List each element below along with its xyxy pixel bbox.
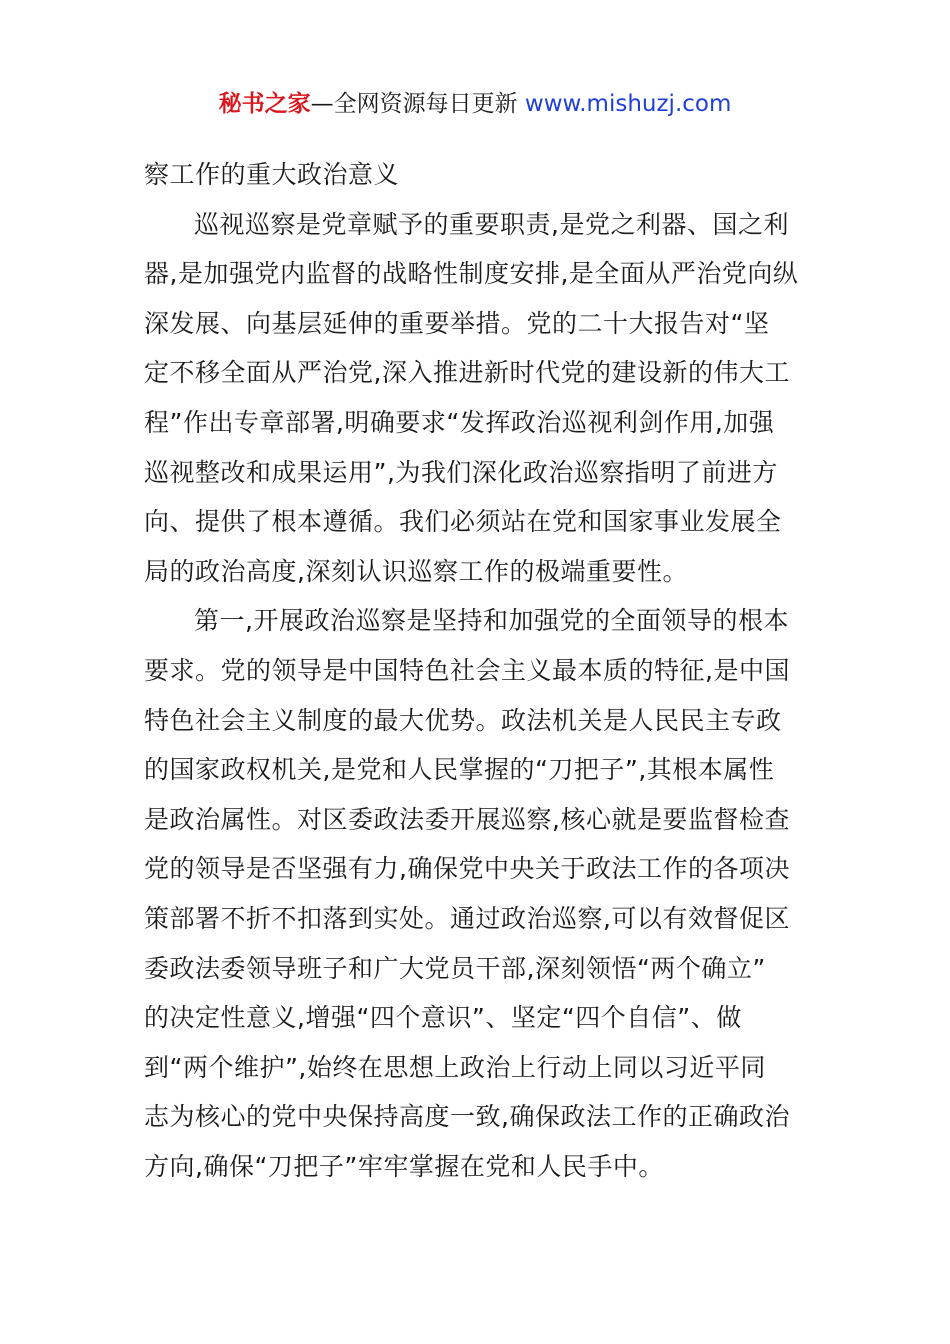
header-dash: —: [310, 91, 334, 117]
text-line: 方向,确保“刀把子”牢牢掌握在党和人民手中。: [144, 1151, 664, 1181]
header-tagline: 全网资源每日更新: [333, 91, 525, 117]
text-line: 程”作出专章部署,明确要求“发挥政治巡视利剑作用,加强: [144, 407, 775, 437]
text-line: 委政法委领导班子和广大党员干部,深刻领悟“两个确立”: [144, 953, 766, 983]
text-line: 器,是加强党内监督的战略性制度安排,是全面从严治党向纵: [144, 259, 799, 289]
text-line: 向、提供了根本遵循。我们必须站在党和国家事业发展全: [144, 507, 782, 537]
text-line: 局的政治高度,深刻认识巡察工作的极端重要性。: [144, 556, 688, 586]
site-url-link[interactable]: www.mishuzj.com: [524, 91, 732, 117]
text-line: 察工作的重大政治意义: [144, 160, 400, 189]
text-line: 的国家政权机关,是党和人民掌握的“刀把子”,其根本属性: [144, 755, 775, 785]
paragraph-start-line: 巡视巡察是党章赋予的重要职责,是党之利器、国之利: [194, 209, 789, 239]
text-line: 定不移全面从严治党,深入推进新时代党的建设新的伟大工: [144, 358, 790, 388]
text-line: 是政治属性。对区委政法委开展巡察,核心就是要监督检查: [144, 804, 790, 834]
text-line: 志为核心的党中央保持高度一致,确保政法工作的正确政治: [144, 1102, 790, 1132]
text-line: 党的领导是否坚强有力,确保党中央关于政法工作的各项决: [144, 854, 790, 884]
text-line: 到“两个维护”,始终在思想上政治上行动上同以习近平同: [144, 1052, 766, 1082]
text-line: 策部署不折不扣落到实处。通过政治巡察,可以有效督促区: [144, 903, 790, 933]
site-header: [0, 86, 950, 122]
document-body: [144, 150, 809, 1191]
text-line: 深发展、向基层延伸的重要举措。党的二十大报告对“坚: [144, 308, 770, 338]
paragraph-start-line: 第一,开展政治巡察是坚持和加强党的全面领导的根本: [194, 606, 789, 636]
text-line: 的决定性意义,增强“四个意识”、坚定“四个自信”、做: [144, 1003, 742, 1033]
text-line: 特色社会主义制度的最大优势。政法机关是人民民主专政: [144, 705, 782, 735]
brand-name: 秘书之家: [218, 91, 311, 117]
text-line: 巡视整改和成果运用”,为我们深化政治巡察指明了前进方: [144, 457, 778, 487]
text-line: 要求。党的领导是中国特色社会主义最本质的特征,是中国: [144, 655, 790, 685]
